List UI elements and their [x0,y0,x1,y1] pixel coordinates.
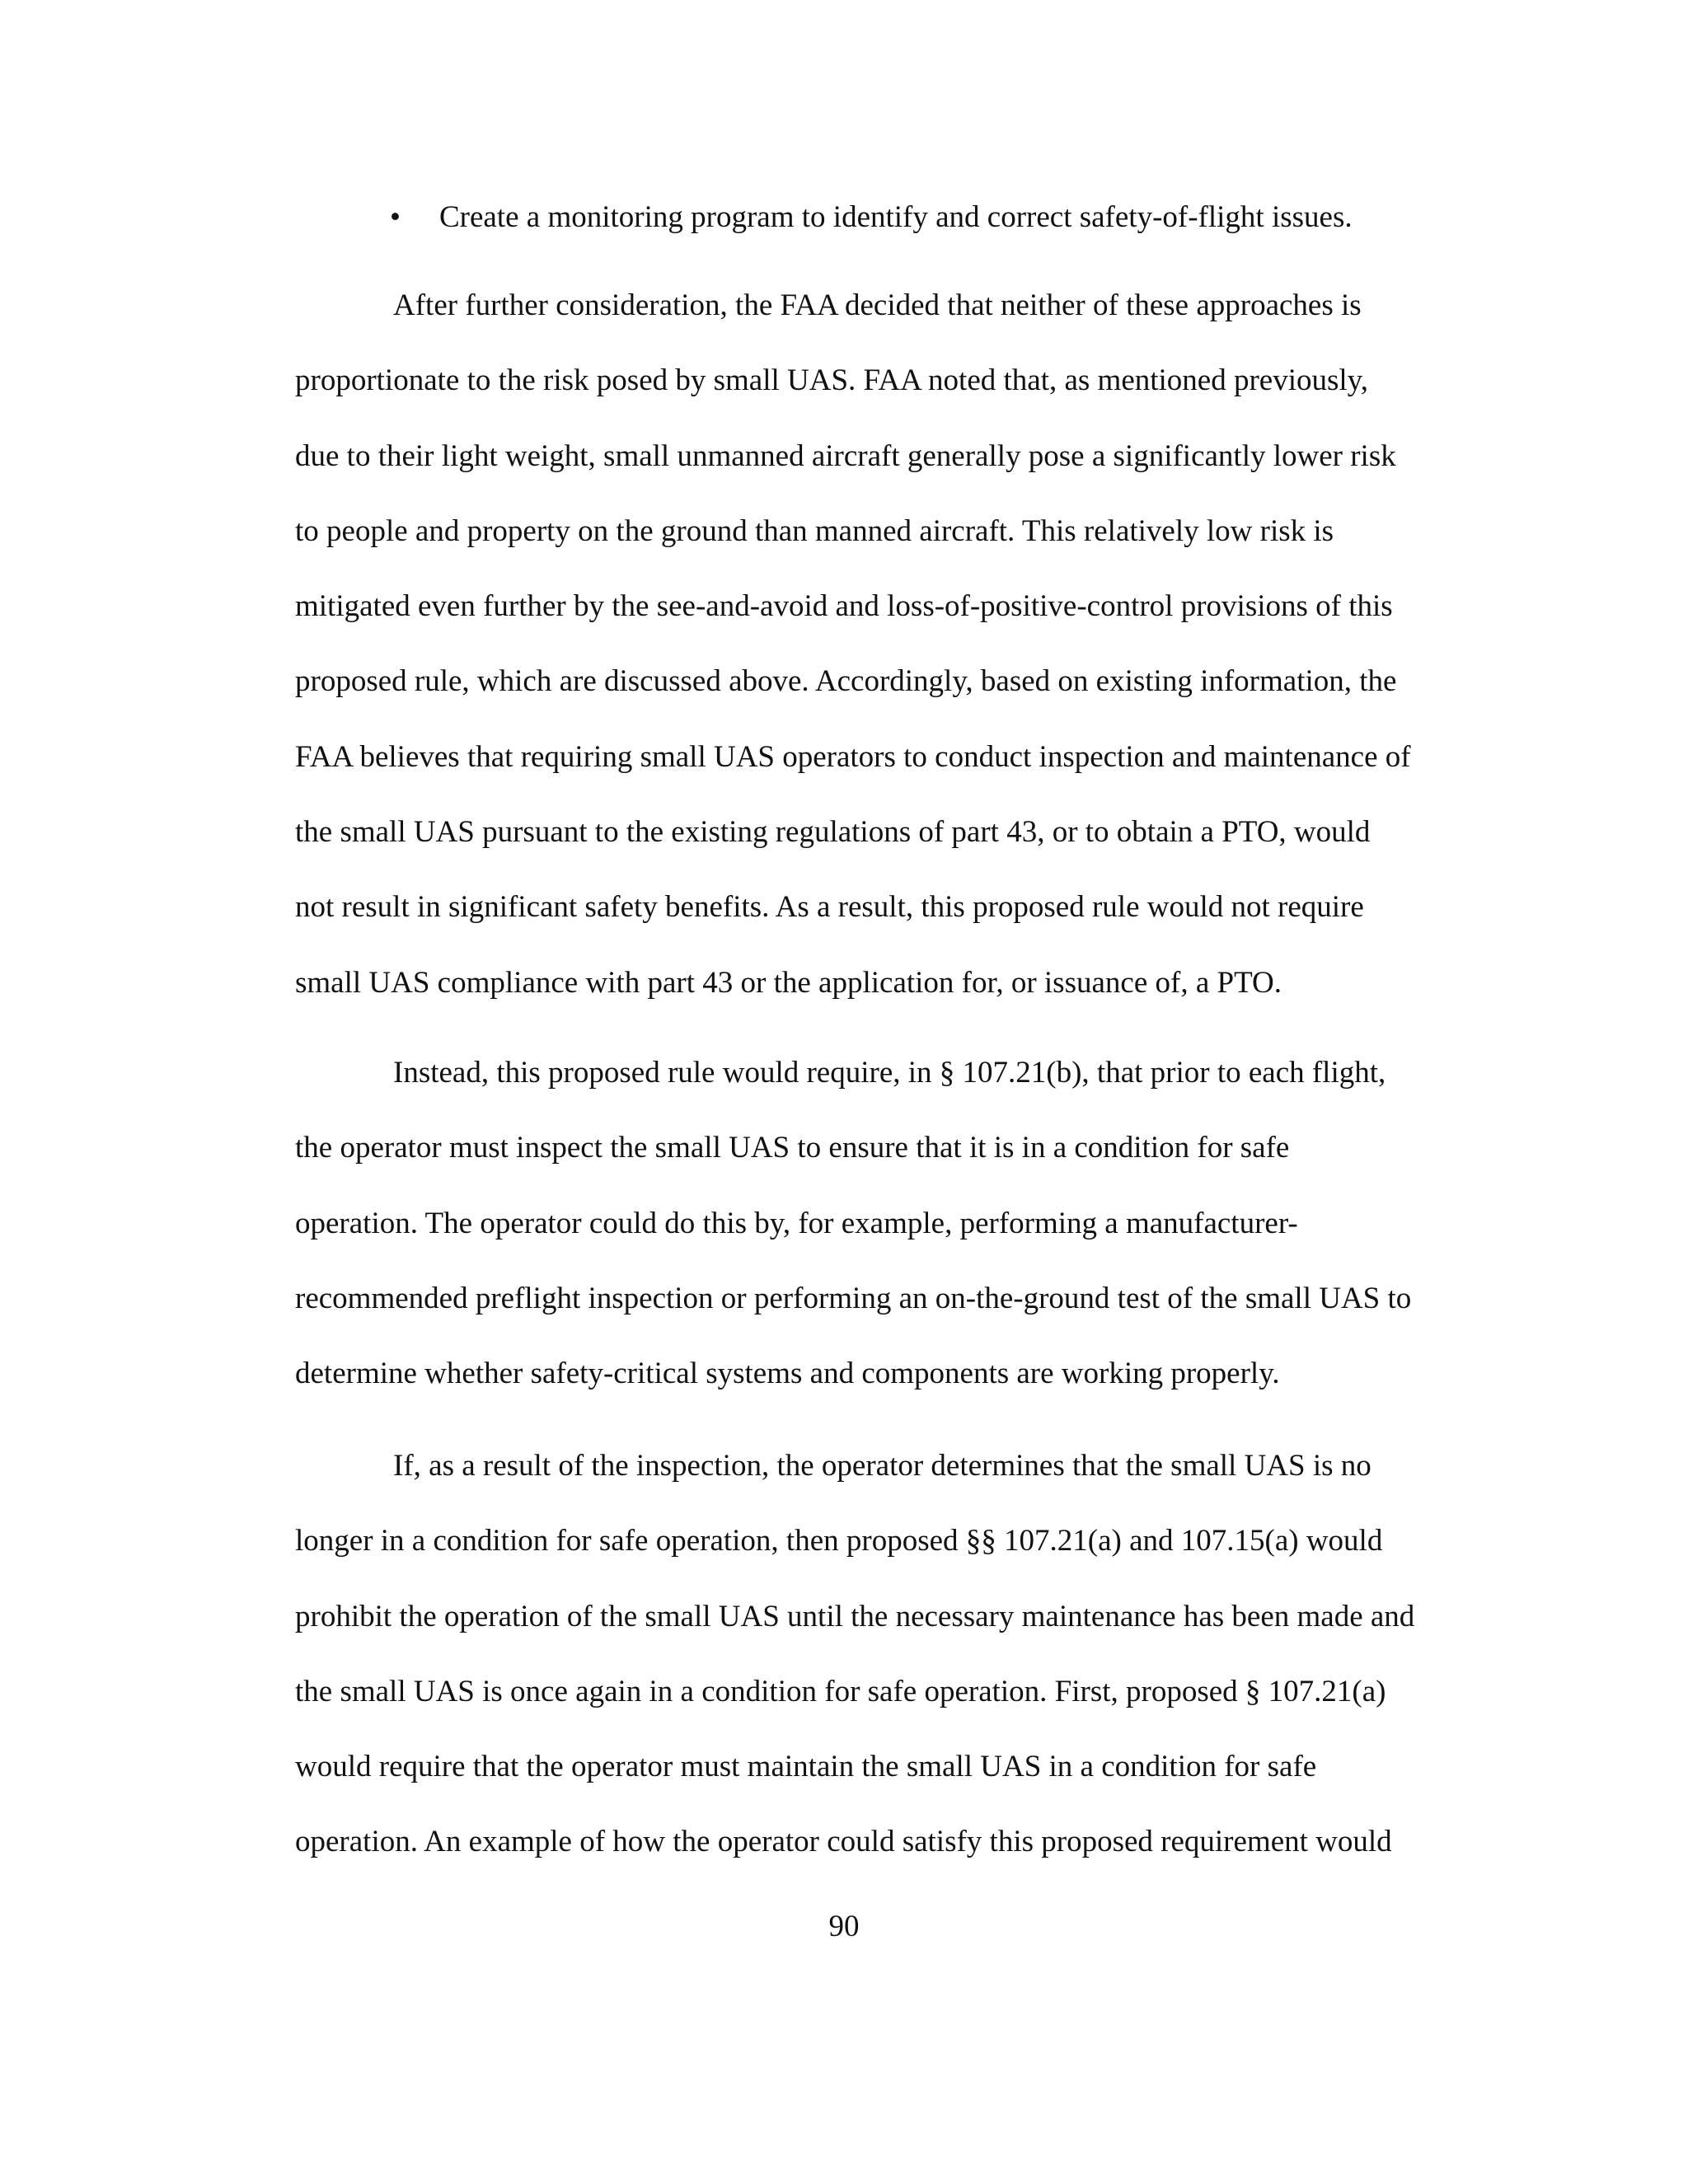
paragraph-line: the small UAS is once again in a condition for safe operation. First, proposed § 107.21(a) [295,1674,1386,1708]
paragraph-line: FAA believes that requiring small UAS operators to conduct inspection and maintenance of [295,739,1411,774]
bullet-icon: • [390,200,401,234]
paragraph-line: due to their light weight, small unmanned aircraft generally pose a significantly lower risk [295,438,1396,473]
page-number: 90 [828,1910,860,1943]
paragraph-1 [295,268,1500,1020]
paragraph-line: small UAS compliance with part 43 or the application for, or issuance of, a PTO. [295,965,1282,1000]
paragraph-line: After further consideration, the FAA decided that neither of these approaches is [393,288,1362,322]
paragraph-line: operation. The operator could do this by, for example, performing a manufacturer- [295,1206,1298,1240]
bullet-list-item [390,180,1353,255]
paragraph-3 [295,1428,1500,1880]
paragraph-2 [295,1035,1500,1411]
paragraph-line: not result in significant safety benefits. As a result, this proposed rule would not require [295,890,1364,925]
paragraph-line: If, as a result of the inspection, the operator determines that the small UAS is no [393,1449,1372,1483]
paragraph-line: longer in a condition for safe operation, then proposed §§ 107.21(a) and 107.15(a) would [295,1524,1383,1558]
paragraph-line: prohibit the operation of the small UAS until the necessary maintenance has been made and [295,1599,1415,1633]
paragraph-line: mitigated even further by the see-and-avoid and loss-of-positive-control provisions of this [295,589,1393,624]
paragraph-line: determine whether safety-critical systems and components are working properly. [295,1357,1280,1391]
bullet-text: Create a monitoring program to identify and correct safety-of-flight issues. [439,200,1353,234]
paragraph-line: would require that the operator must maintain the small UAS in a condition for safe [295,1750,1317,1784]
paragraph-line: proposed rule, which are discussed above. Accordingly, based on existing information, the [295,664,1397,699]
paragraph-line: the operator must inspect the small UAS to ensure that it is in a condition for safe [295,1131,1290,1165]
paragraph-line: operation. An example of how the operator could satisfy this proposed requirement would [295,1825,1392,1859]
paragraph-line: proportionate to the risk posed by small UAS. FAA noted that, as mentioned previously, [295,363,1369,398]
paragraph-line: recommended preflight inspection or performing an on-the-ground test of the small UAS to [295,1281,1412,1315]
paragraph-line: Instead, this proposed rule would require, in § 107.21(b), that prior to each flight, [393,1056,1386,1090]
paragraph-line: to people and property on the ground than manned aircraft. This relatively low risk is [295,513,1334,548]
paragraph-line: the small UAS pursuant to the existing regulations of part 43, or to obtain a PTO, would [295,815,1371,850]
